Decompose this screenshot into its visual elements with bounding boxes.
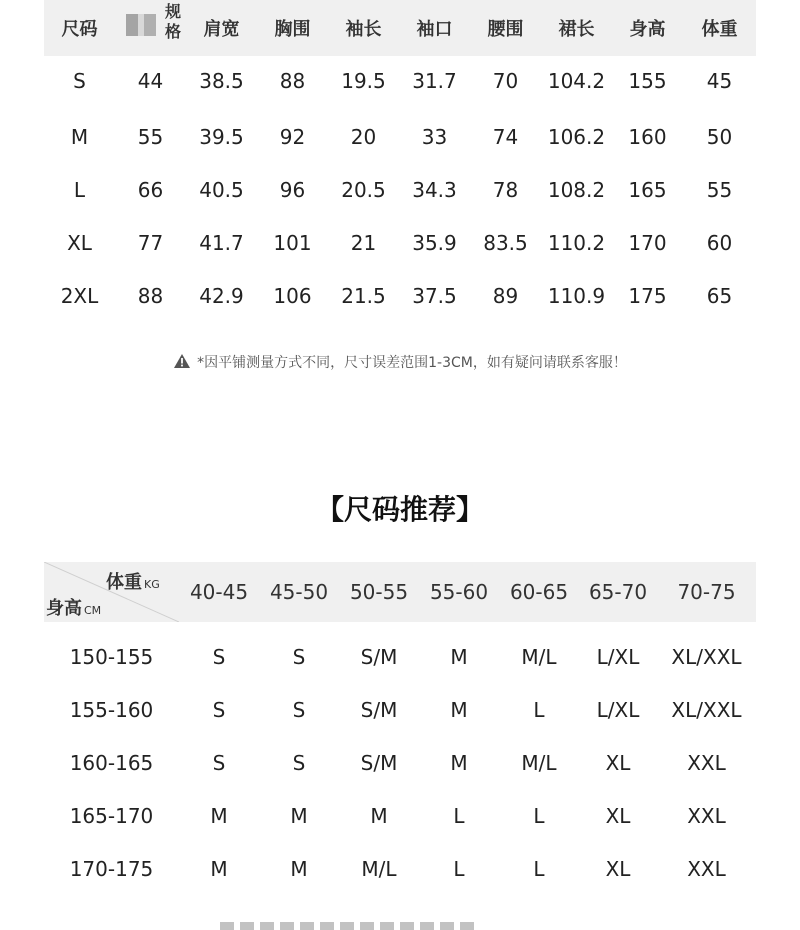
cell-size: M/L — [521, 644, 557, 669]
cell-cuff: 35.9 — [412, 230, 457, 255]
cell-spec: 55 — [137, 124, 164, 149]
recommend-table — [44, 562, 756, 902]
cell-height: 175 — [628, 283, 667, 308]
cell-height: 165 — [628, 177, 667, 202]
cell-size: M — [290, 803, 308, 828]
cell-size: S — [212, 750, 226, 775]
header-height: 身高 — [629, 19, 666, 40]
weight-range: 45-50 — [269, 580, 329, 604]
cell-waist: 78 — [492, 177, 519, 202]
size-table — [44, 0, 756, 330]
corner-height-unit: CM — [84, 604, 102, 617]
recommend-title: 【尺码推荐】 — [315, 493, 484, 526]
table-row — [44, 110, 756, 163]
weight-range: 55-60 — [429, 580, 489, 604]
cell-size: L — [533, 697, 545, 722]
header-bust: 胸围 — [274, 19, 311, 40]
header-shoulder: 肩宽 — [203, 19, 240, 40]
cell-size: L/XL — [596, 644, 640, 669]
cell-size: M — [210, 803, 228, 828]
cell-height: 170 — [628, 230, 667, 255]
cell-cuff: 31.7 — [412, 68, 457, 93]
cell-spec: 66 — [137, 177, 164, 202]
cell-size: S — [292, 697, 306, 722]
cell-bust: 92 — [279, 124, 306, 149]
cell-size: XL — [67, 230, 92, 255]
corner-height — [46, 594, 101, 620]
weight-range: 50-55 — [349, 580, 409, 604]
cell-height-range: 160-165 — [69, 750, 154, 775]
header-skirt-length: 裙长 — [558, 19, 595, 40]
corner-weight — [106, 568, 160, 594]
cell-size: S/M — [360, 750, 398, 775]
cell-sleeve-length: 21.5 — [341, 283, 386, 308]
measurement-note — [0, 352, 800, 372]
cell-size: L/XL — [596, 697, 640, 722]
cell-size: XL — [605, 856, 631, 881]
cell-waist: 89 — [492, 283, 519, 308]
cell-bust: 101 — [273, 230, 312, 255]
cell-cuff: 34.3 — [412, 177, 457, 202]
cell-size: XL/XXL — [671, 697, 742, 722]
cell-shoulder: 40.5 — [199, 177, 244, 202]
cell-size: S — [292, 644, 306, 669]
cell-bust: 96 — [279, 177, 306, 202]
header-sleeve-length: 袖长 — [345, 19, 382, 40]
cell-weight: 60 — [706, 230, 733, 255]
table-row — [44, 630, 756, 683]
cell-height: 160 — [628, 124, 667, 149]
cell-bust: 106 — [273, 283, 312, 308]
cell-spec: 44 — [137, 68, 164, 93]
cell-bust: 88 — [279, 68, 306, 93]
cell-sleeve-length: 21 — [350, 230, 377, 255]
cell-spec: 77 — [137, 230, 164, 255]
table-row — [44, 163, 756, 216]
table-row — [44, 789, 756, 842]
cell-size: S — [292, 750, 306, 775]
cell-skirt-length: 104.2 — [547, 68, 606, 93]
table-row — [44, 683, 756, 736]
cell-skirt-length: 108.2 — [547, 177, 606, 202]
cell-size: S/M — [360, 644, 398, 669]
spec-blur-mark — [126, 14, 156, 36]
cell-size: M/L — [361, 856, 397, 881]
cell-height: 155 — [628, 68, 667, 93]
cell-weight: 50 — [706, 124, 733, 149]
cell-skirt-length: 110.9 — [547, 283, 606, 308]
header-waist: 腰围 — [487, 19, 524, 40]
table-row — [44, 736, 756, 789]
cell-size: M — [450, 697, 468, 722]
cell-size: M — [210, 856, 228, 881]
cell-size: XL — [605, 750, 631, 775]
cell-size: S — [73, 68, 86, 93]
cell-size: XXL — [687, 856, 726, 881]
cell-height-range: 155-160 — [69, 697, 154, 722]
table-row — [44, 54, 756, 107]
cell-size: L — [73, 177, 86, 202]
cell-size: L — [453, 856, 465, 881]
cell-size: M/L — [521, 750, 557, 775]
header-size: 尺码 — [61, 19, 98, 40]
cell-shoulder: 39.5 — [199, 124, 244, 149]
cell-sleeve-length: 19.5 — [341, 68, 386, 93]
cell-waist: 83.5 — [483, 230, 528, 255]
warning-icon — [173, 353, 191, 369]
cell-weight: 45 — [706, 68, 733, 93]
cell-waist: 70 — [492, 68, 519, 93]
cell-height-range: 170-175 — [69, 856, 154, 881]
cell-weight: 65 — [706, 283, 733, 308]
cell-cuff: 33 — [421, 124, 448, 149]
table-row — [44, 842, 756, 895]
cell-height-range: 165-170 — [69, 803, 154, 828]
cell-size: M — [450, 750, 468, 775]
cell-sleeve-length: 20 — [350, 124, 377, 149]
header-spec-label: 规格 — [164, 2, 181, 41]
cell-height-range: 150-155 — [69, 644, 154, 669]
corner-weight-unit: KG — [144, 578, 160, 591]
note-text: *因平铺测量方式不同，尺寸误差范围1-3CM，如有疑问请联系客服！ — [197, 355, 627, 371]
cell-size: S/M — [360, 697, 398, 722]
cell-size: L — [533, 856, 545, 881]
recommend-header — [44, 562, 756, 622]
cropped-text-fragment — [220, 922, 480, 930]
table-row — [44, 269, 756, 322]
cell-size: XL — [605, 803, 631, 828]
cell-size: XL/XXL — [671, 644, 742, 669]
cell-sleeve-length: 20.5 — [341, 177, 386, 202]
cell-size: M — [290, 856, 308, 881]
cell-size: S — [212, 697, 226, 722]
cell-size: M — [70, 124, 89, 149]
cell-size: M — [450, 644, 468, 669]
corner-weight-label: 体重 — [106, 572, 142, 593]
cell-waist: 74 — [492, 124, 519, 149]
corner-height-label: 身高 — [46, 598, 82, 619]
corner-cell — [44, 562, 179, 622]
table-row — [44, 216, 756, 269]
cell-shoulder: 38.5 — [199, 68, 244, 93]
cell-size: 2XL — [60, 283, 99, 308]
cell-size: XXL — [687, 803, 726, 828]
cell-cuff: 37.5 — [412, 283, 457, 308]
cell-shoulder: 42.9 — [199, 283, 244, 308]
header-weight: 体重 — [701, 19, 738, 40]
cell-size: XXL — [687, 750, 726, 775]
weight-range: 65-70 — [588, 580, 648, 604]
cell-shoulder: 41.7 — [199, 230, 244, 255]
cell-weight: 55 — [706, 177, 733, 202]
weight-range: 70-75 — [677, 580, 736, 604]
cell-skirt-length: 106.2 — [547, 124, 606, 149]
header-cuff: 袖口 — [416, 19, 453, 40]
cell-spec: 88 — [137, 283, 164, 308]
cell-skirt-length: 110.2 — [547, 230, 606, 255]
cell-size: L — [533, 803, 545, 828]
cell-size: L — [453, 803, 465, 828]
cell-size: M — [370, 803, 388, 828]
weight-range: 40-45 — [189, 580, 249, 604]
weight-range: 60-65 — [509, 580, 569, 604]
cell-size: S — [212, 644, 226, 669]
